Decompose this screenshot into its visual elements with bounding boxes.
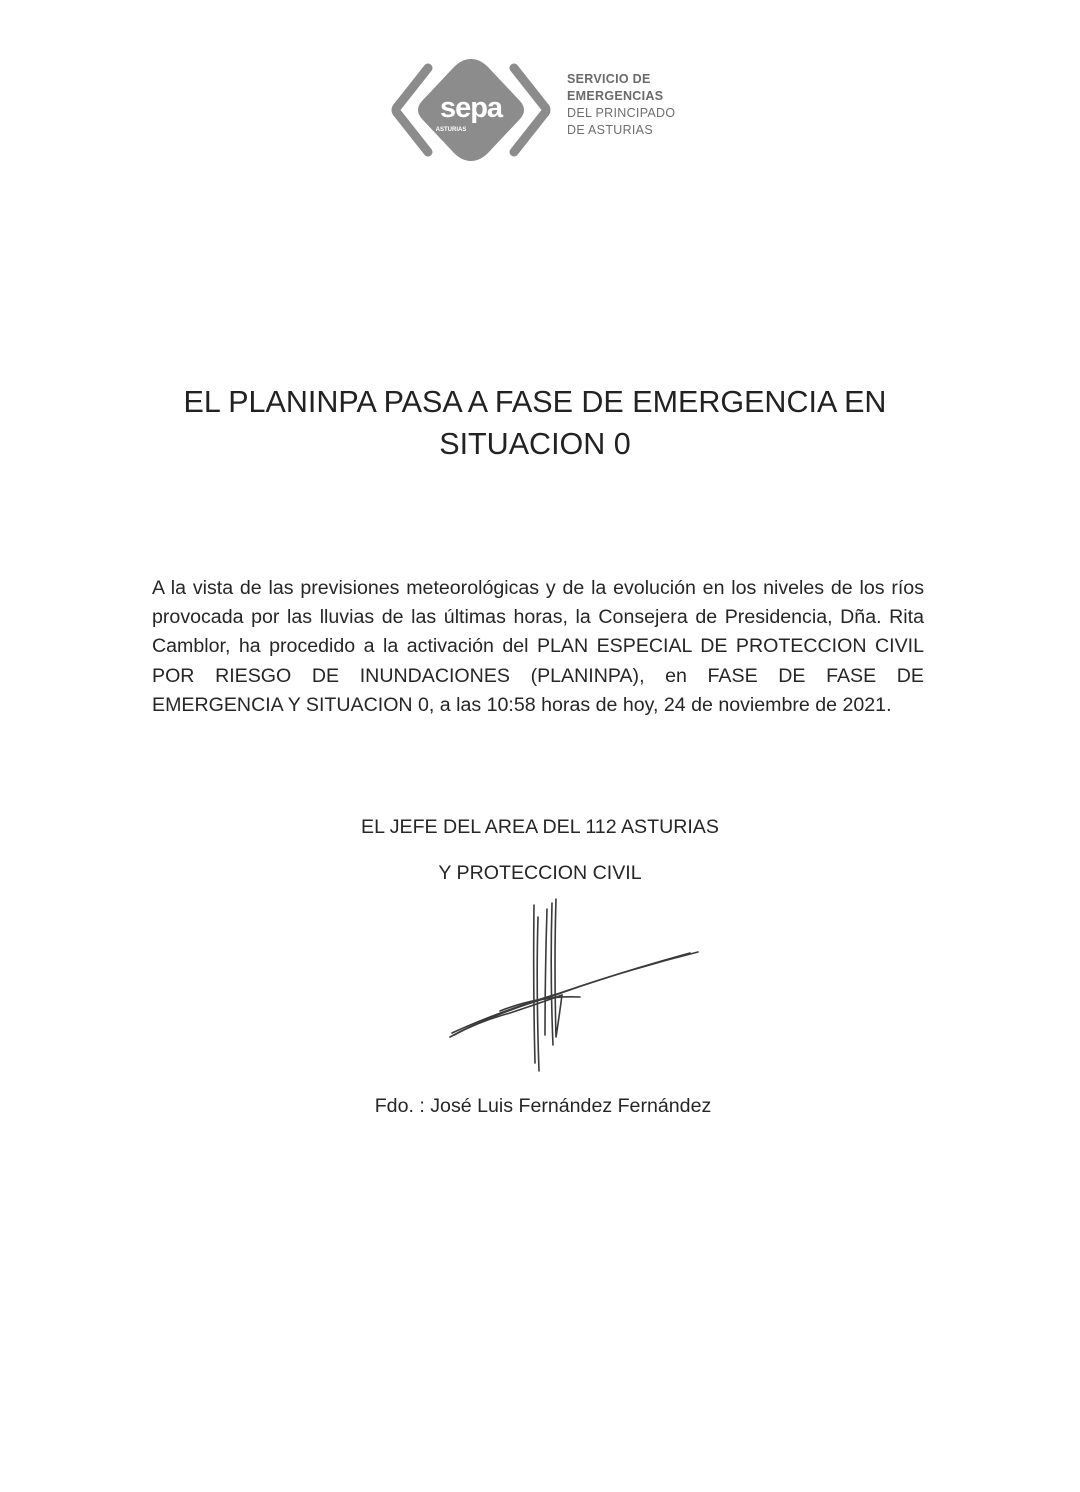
title-line-2: SITUACION 0: [439, 427, 631, 461]
signed-by: Fdo. : José Luis Fernández Fernández: [374, 1095, 712, 1117]
org-name: [567, 71, 675, 139]
signatory-title-line-2: Y PROTECCION CIVIL: [438, 862, 642, 884]
org-line-4: DE ASTURIAS: [567, 123, 653, 137]
handwritten-signature: [440, 895, 710, 1080]
sepa-logo-icon: [388, 56, 554, 164]
body-paragraph: A la vista de las previsiones meteorológicas y de la evolución en los niveles de los ríos provocada por las lluvias de las últimas horas, la Consejera de Presidencia, Dña. Rita Camblor, ha procedido a la activación del PLAN ESPECIAL DE PROTECCION CIVIL POR RIESGO DE INUNDACIONES (PLANINPA), en FASE DE FASE DE EMERGENCIA Y SITUACION 0, a las 10:58 horas de hoy, 24 de noviembre de 2021.: [152, 577, 924, 716]
signatory-title-line-1: EL JEFE DEL AREA DEL 112 ASTURIAS: [361, 816, 719, 838]
org-line-2: EMERGENCIAS: [567, 89, 664, 103]
sepa-logo: [388, 56, 688, 164]
title-line-1: EL PLANINPA PASA A FASE DE EMERGENCIA EN: [183, 385, 887, 419]
svg-text:sepa: sepa: [439, 92, 503, 124]
document-title: [130, 381, 940, 465]
svg-text:ASTURIAS: ASTURIAS: [435, 127, 467, 133]
org-line-3: DEL PRINCIPADO: [567, 106, 676, 120]
org-line-1: SERVICIO DE: [567, 72, 651, 86]
